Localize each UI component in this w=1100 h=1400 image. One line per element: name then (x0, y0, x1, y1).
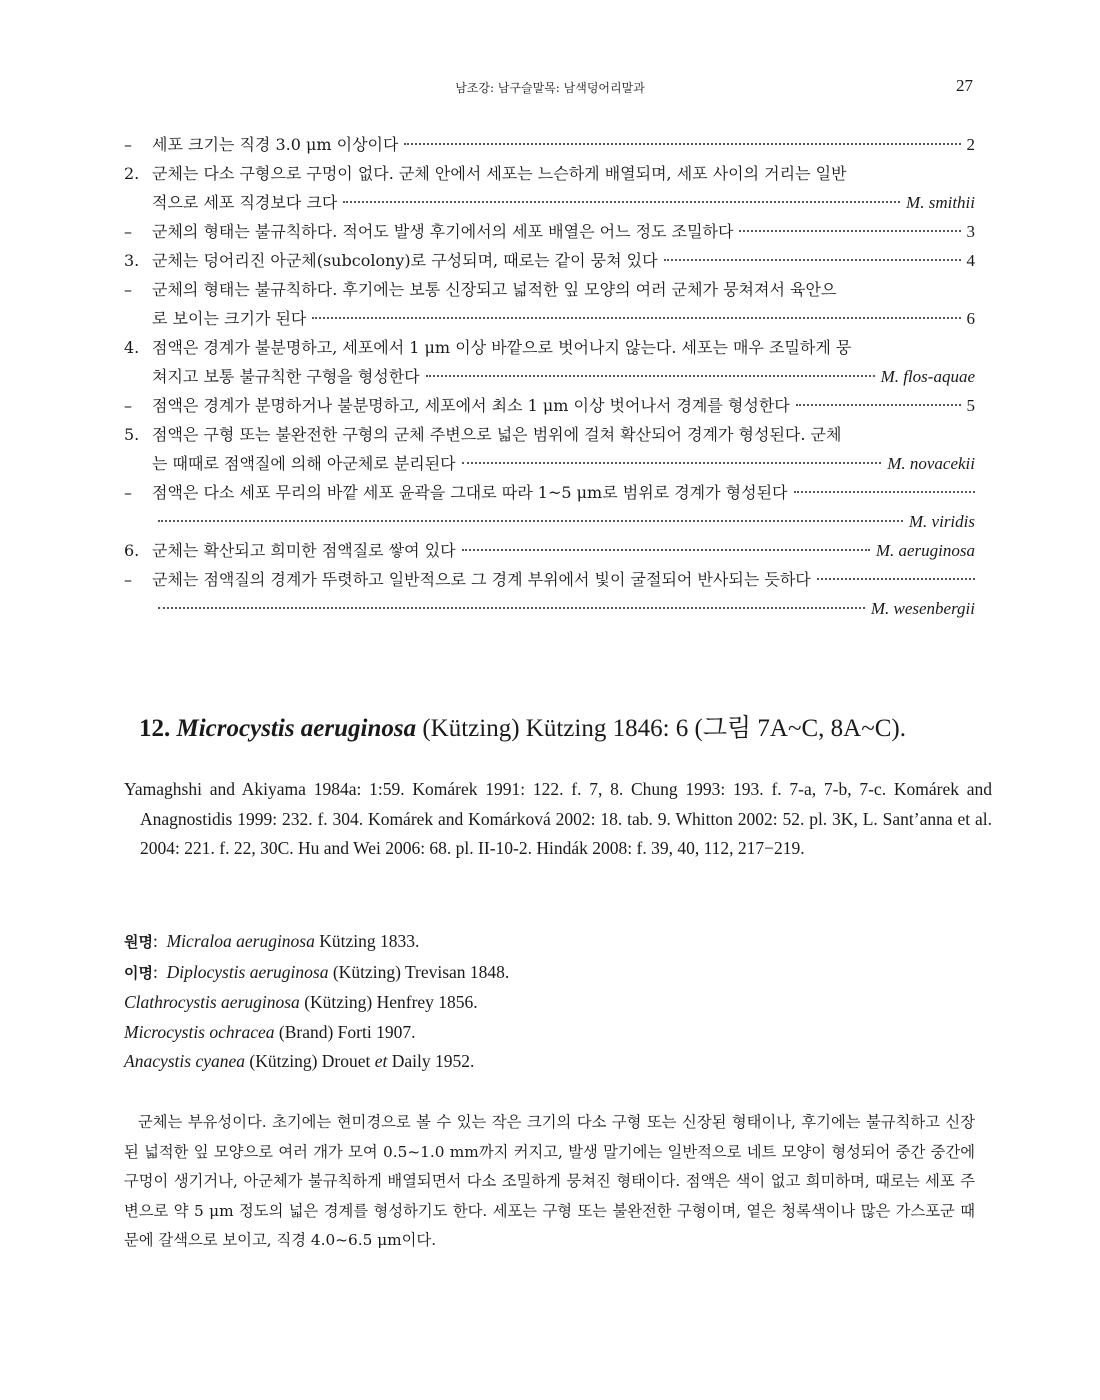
key-text: 점액은 다소 세포 무리의 바깥 세포 윤곽을 그대로 따라 1~5 μm로 범위로 경계가 형성된다 (152, 483, 788, 502)
species-name: Microcystis aeruginosa (176, 715, 417, 742)
dot-leader (462, 461, 882, 464)
synonym-line (124, 988, 976, 1018)
key-number: 3. (124, 251, 140, 270)
basionym-line: 원명: Micraloa aeruginosa Kützing 1833. (124, 931, 420, 951)
synonym-line: 이명: Diplocystis aeruginosa (Kützing) Trevisan 1848. (124, 961, 510, 982)
key-taxon-result: M. wesenbergii (870, 599, 975, 618)
key-text: 점액은 구형 또는 불완전한 구형의 군체 주변으로 넓은 범위에 걸쳐 확산되어 경계가 형성된다. 군체 (152, 425, 842, 444)
key-text: 군체는 점액질의 경계가 뚜렷하고 일반적으로 그 경계 부위에서 빛이 굴절되어 반사되는 듯하다 (152, 570, 811, 589)
key-number: 6. (124, 541, 140, 560)
key-row (124, 420, 975, 449)
key-number: – (124, 396, 132, 415)
key-number: – (124, 483, 132, 502)
synonym-name: Diplocystis aeruginosa (166, 961, 329, 982)
dot-leader (462, 548, 870, 551)
species-heading (139, 708, 979, 744)
page-number: 27 (956, 76, 973, 95)
key-row (124, 594, 975, 623)
dot-leader (312, 316, 960, 319)
key-row (124, 304, 975, 333)
key-row (124, 478, 975, 507)
synonym-author: Daily 1952. (387, 1051, 475, 1071)
key-number: – (124, 280, 132, 299)
synonym-author: (Kützing) Trevisan 1848. (328, 961, 510, 982)
key-step-reference: 4 (966, 251, 975, 270)
key-text: 세포 크기는 직경 3.0 μm 이상이다 (152, 135, 399, 154)
key-row (124, 362, 975, 391)
key-text: 는 때때로 점액질에 의해 아군체로 분리된다 (152, 454, 456, 473)
identification-key (124, 130, 975, 623)
literature-references: Yamaghshi and Akiyama 1984a: 1:59. Komárek 1991: 122. f. 7, 8. Chung 1993: 193. f. 7-a, 7-b, 7-c. Komárek and Anagnostidis 1999: 232. f. 304. Komárek and Komárková 2002: 18. tab. 9. Whitton 2002: 52. pl. 3K, L. Sant’anna et al. 2004: 221. f. 22, 30C. Hu and Wei 2006: 68. pl. II-10-2. Hindák 2008: f. 39, 40, 112, 217−219. (124, 779, 992, 858)
running-title: 남조강: 남구슬말목: 남색덩어리말과 (455, 81, 645, 95)
synonym-name: Microcystis ochracea (124, 1021, 275, 1042)
key-number: – (124, 570, 132, 589)
key-text: 군체의 형태는 불규칙하다. 적어도 발생 후기에서의 세포 배열은 어느 정도 조밀하다 (152, 222, 734, 241)
dot-leader (739, 229, 960, 232)
synonym-et: et (374, 1051, 388, 1071)
key-taxon-result: M. viridis (908, 512, 975, 531)
dot-leader (426, 374, 875, 377)
key-number: – (124, 222, 132, 241)
key-row (124, 217, 975, 246)
key-row (124, 536, 975, 565)
key-row (124, 130, 975, 159)
key-text: 적으로 세포 직경보다 크다 (152, 193, 338, 212)
key-taxon-result: M. novacekii (887, 454, 975, 473)
key-text: 쳐지고 보통 불규칙한 구형을 형성한다 (152, 367, 420, 386)
key-text: 군체의 형태는 불규칙하다. 후기에는 보통 신장되고 넓적한 잎 모양의 여러 군체가 뭉쳐져서 육안으 (152, 280, 837, 299)
synonym-author: (Kützing) Drouet (245, 1051, 375, 1071)
key-number: 5. (124, 425, 140, 444)
key-number: 4. (124, 338, 140, 357)
key-row (124, 333, 975, 362)
synonym-name: Anacystis cyanea (124, 1051, 245, 1071)
species-number: 12. (139, 715, 171, 742)
synonym-author: (Brand) Forti 1907. (274, 1021, 416, 1042)
basionym-author: Kützing 1833. (314, 931, 420, 951)
dot-leader (158, 606, 865, 609)
key-step-reference: 2 (966, 135, 975, 154)
key-number: – (124, 135, 132, 154)
dot-leader (794, 490, 975, 493)
key-row (124, 565, 975, 594)
key-row (124, 275, 975, 304)
synonym-label: 이명 (124, 963, 153, 982)
basionym-label: 원명 (124, 933, 153, 951)
key-taxon-result: M. smithii (906, 193, 975, 212)
key-text: 로 보이는 크기가 된다 (152, 309, 307, 328)
synonym-line (124, 1018, 976, 1048)
key-step-reference: 5 (966, 396, 975, 415)
key-step-reference: 3 (966, 222, 975, 241)
dot-leader (158, 519, 903, 522)
dot-leader (664, 258, 961, 261)
dot-leader (796, 403, 961, 406)
synonym-name: Clathrocystis aeruginosa (124, 992, 300, 1012)
key-row (124, 507, 975, 536)
basionym-name: Micraloa aeruginosa (166, 931, 315, 951)
key-text: 군체는 확산되고 희미한 점액질로 쌓여 있다 (152, 541, 456, 560)
key-text: 군체는 다소 구형으로 구멍이 없다. 군체 안에서 세포는 느슨하게 배열되며, 세포 사이의 거리는 일반 (152, 164, 847, 183)
key-row (124, 246, 975, 275)
key-row (124, 449, 975, 478)
species-description: 군체는 부유성이다. 초기에는 현미경으로 볼 수 있는 작은 크기의 다소 구형 또는 신장된 형태이나, 후기에는 불규칙하고 신장된 넓적한 잎 모양으로 여러 개가 모여 0.5~1.0 mm까지 커지고, 발생 말기에는 일반적으로 네트 모양이 형성되어 중간 중간에 구멍이 생기거나, 아군체가 불규칙하게 배열되면서 다소 조밀하게 뭉쳐진 형태이다. 점액은 색이 없고 희미하며, 때로는 세포 주변으로 약 5 μm 정도의 넓은 경계를 형성하기도 한다. 세포는 구형 또는 불완전한 구형이며, 옅은 청록색이나 많은 가스포군 때문에 갈색으로 보이고, 직경 4.0~6.5 μm이다. (124, 1113, 975, 1249)
key-taxon-result: M. aeruginosa (875, 541, 975, 560)
key-text: 점액은 경계가 분명하거나 불분명하고, 세포에서 최소 1 μm 이상 벗어나서 경계를 형성한다 (152, 396, 790, 415)
synonym-line (124, 1047, 976, 1077)
key-taxon-result: M. flos-aquae (880, 367, 975, 386)
dot-leader (404, 142, 960, 145)
species-authority: (Kützing) Kützing 1846: 6 (그림 7A~C, 8A~C). (422, 715, 906, 742)
dot-leader (817, 577, 975, 580)
dot-leader (343, 200, 900, 203)
key-row (124, 159, 975, 188)
key-number: 2. (124, 164, 140, 183)
key-step-reference: 6 (966, 309, 975, 328)
key-row (124, 188, 975, 217)
key-text: 군체는 덩어리진 아군체(subcolony)로 구성되며, 때로는 같이 뭉쳐 있다 (152, 251, 658, 270)
synonym-list (124, 927, 976, 1077)
key-text: 점액은 경계가 불분명하고, 세포에서 1 μm 이상 바깥으로 벗어나지 않는다. 세포는 매우 조밀하게 뭉 (152, 338, 852, 357)
synonym-author: (Kützing) Henfrey 1856. (299, 992, 478, 1012)
key-row (124, 391, 975, 420)
